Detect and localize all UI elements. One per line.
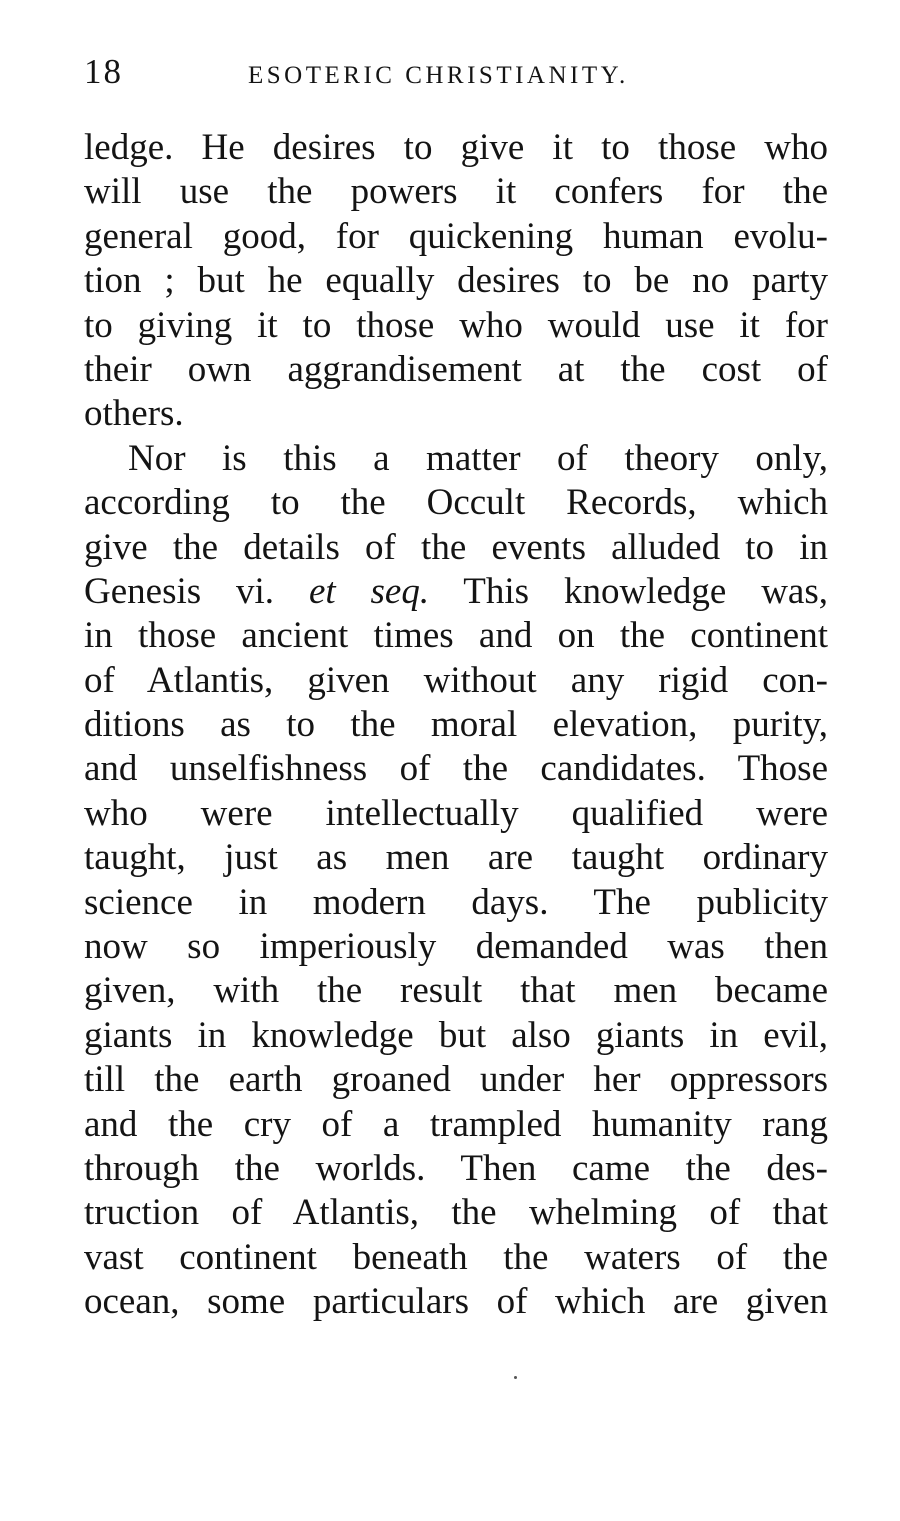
text-line: vast continent beneath the waters of the	[84, 1236, 828, 1278]
print-speck	[514, 1376, 517, 1379]
text-line: of Atlantis, given without any rigid con-	[84, 659, 828, 701]
citation-text-after: This knowledge was,	[429, 570, 828, 612]
text-line: taught, just as men are taught ordinary	[84, 837, 828, 879]
text-line: giants in knowledge but also giants in evil,	[84, 1014, 828, 1056]
text-line: through the worlds. Then came the des-	[84, 1147, 828, 1189]
text-line: to giving it to those who would use it for	[84, 304, 828, 346]
text-line: who were intellectually qualified were	[84, 792, 828, 834]
text-line: tion ; but he equally desires to be no party	[84, 260, 828, 302]
text-line: ocean, some particulars of which are given	[84, 1281, 828, 1323]
text-line: ditions as to the moral elevation, purity,	[84, 704, 828, 746]
text-line: according to the Occult Records, which	[84, 482, 828, 524]
text-line: and the cry of a trampled humanity rang	[84, 1103, 828, 1145]
text-line: Nor is this a matter of theory only,	[128, 437, 828, 479]
paragraph-1	[84, 126, 828, 437]
text-line: will use the powers it confers for the	[84, 171, 828, 213]
text-line: others.	[84, 393, 184, 435]
text-line: science in modern days. The publicity	[84, 881, 828, 923]
text-line-citation	[84, 570, 828, 614]
text-line: give the details of the events alluded to in	[84, 526, 828, 568]
text-line: their own aggrandisement at the cost of	[84, 348, 828, 390]
paragraph-2	[84, 437, 828, 1325]
text-line: in those ancient times and on the continent	[84, 615, 828, 657]
running-head	[84, 52, 828, 92]
text-line: given, with the result that men became	[84, 970, 828, 1012]
body-text	[84, 126, 828, 1325]
text-line: and unselfishness of the candidates. Those	[84, 748, 828, 790]
text-line: now so imperiously demanded was then	[84, 926, 828, 968]
text-line: general good, for quickening human evolu-	[84, 215, 828, 257]
citation-italic: et seq.	[308, 570, 430, 612]
page-number: 18	[84, 52, 123, 91]
text-line: truction of Atlantis, the whelming of that	[84, 1192, 828, 1234]
text-line: ledge. He desires to give it to those who	[84, 127, 828, 168]
text-line: till the earth groaned under her oppressors	[84, 1059, 828, 1101]
running-title: ESOTERIC CHRISTIANITY.	[248, 62, 629, 89]
citation-text: Genesis vi.	[84, 570, 309, 612]
